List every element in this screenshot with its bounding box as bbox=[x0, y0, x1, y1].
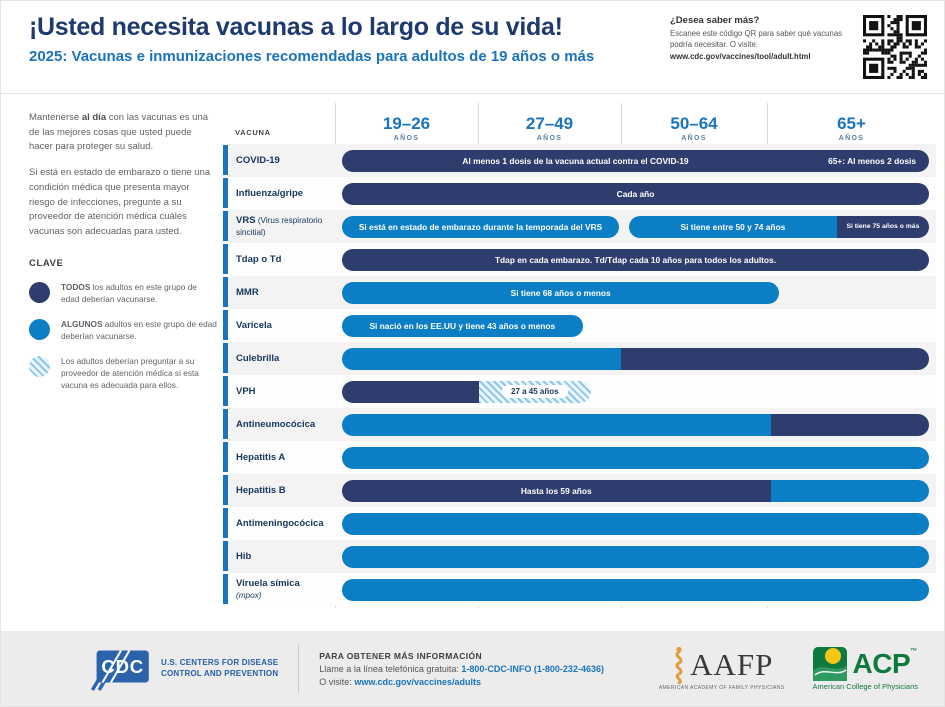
acp-wordmark: ACP™ bbox=[852, 647, 917, 679]
bar-segment-todos bbox=[342, 249, 929, 271]
vaccine-row bbox=[223, 573, 936, 606]
vaccine-label: Hib bbox=[236, 550, 252, 562]
row-accent-bar bbox=[223, 343, 228, 373]
bar-text: Si nació en los EE.UU y tiene 43 años o menos bbox=[369, 320, 556, 331]
bar-segment-algunos bbox=[629, 216, 837, 238]
bar-segment-todos bbox=[621, 348, 929, 370]
bar-area bbox=[342, 414, 929, 436]
intro-sidebar bbox=[29, 111, 217, 404]
vaccine-label: Culebrilla bbox=[236, 352, 280, 364]
bar-area bbox=[342, 183, 929, 205]
vaccine-row bbox=[223, 309, 936, 342]
vaccine-schedule-chart bbox=[223, 101, 936, 606]
bar-segment-todos bbox=[837, 216, 929, 238]
qr-code bbox=[863, 15, 927, 79]
vaccine-label: Hepatitis B bbox=[236, 484, 286, 496]
page-subtitle: 2025: Vacunas e inmunizaciones recomendadas para adultos de 19 años o más bbox=[29, 48, 595, 65]
bar-segment-todos bbox=[342, 183, 929, 205]
bar-area bbox=[342, 513, 929, 535]
footer-divider bbox=[298, 645, 299, 693]
svg-text:CDC: CDC bbox=[101, 655, 145, 677]
vaccine-label: COVID-19 bbox=[236, 154, 280, 166]
bar-area bbox=[342, 249, 929, 271]
bar-segment-algunos bbox=[342, 282, 779, 304]
bar-segment-todos bbox=[342, 381, 479, 403]
legend-title: CLAVE bbox=[29, 257, 64, 269]
row-accent-bar bbox=[223, 541, 228, 571]
footer-info-block bbox=[319, 651, 604, 687]
aafp-wordmark: AAFP bbox=[690, 647, 774, 682]
bar-segment-algunos bbox=[342, 216, 619, 238]
bar-segment-algunos bbox=[342, 513, 929, 535]
vaccine-row bbox=[223, 144, 936, 177]
row-accent-bar bbox=[223, 475, 228, 505]
legend-item-todos bbox=[29, 281, 217, 305]
bar-area bbox=[342, 216, 929, 238]
bar-area bbox=[342, 381, 929, 403]
bar-segment-todos bbox=[771, 414, 929, 436]
row-accent-bar bbox=[223, 277, 228, 307]
bar-area bbox=[342, 447, 929, 469]
vaccine-label: VRS (Virus respiratorio sincitial) bbox=[236, 215, 323, 237]
vaccine-label: Antineumocócica bbox=[236, 418, 316, 430]
age-column-19-26: 19–26 AÑOS bbox=[382, 114, 431, 142]
vaccine-row bbox=[223, 408, 936, 441]
bar-text: Si tiene 68 años o menos bbox=[510, 287, 611, 298]
bar-area bbox=[342, 150, 929, 172]
bar-text: Cada año bbox=[616, 188, 655, 199]
vaccine-rows bbox=[223, 144, 936, 606]
age-column-50-64: 50–64 AÑOS bbox=[670, 114, 718, 142]
bar-segment-algunos bbox=[342, 348, 621, 370]
bar-area bbox=[342, 480, 929, 502]
legend-item-preguntar bbox=[29, 355, 217, 391]
bar-area bbox=[342, 546, 929, 568]
vaccine-row bbox=[223, 540, 936, 573]
vaccine-row bbox=[223, 507, 936, 540]
legend-swatch-todos bbox=[29, 282, 50, 303]
cdc-logo-icon bbox=[89, 646, 153, 692]
vaccine-label: Viruela símica (mpox) bbox=[236, 578, 300, 600]
header-divider bbox=[1, 93, 944, 94]
legend-text: Los adultos deberían preguntar a su proveedor de atención médica si esta vacuna es adecuada para ellos. bbox=[61, 355, 199, 390]
bar-text: Si está en estado de embarazo durante la temporada del VRS bbox=[358, 221, 603, 232]
aafp-logo bbox=[670, 646, 773, 684]
vaccine-row bbox=[223, 243, 936, 276]
bar-segment-algunos bbox=[342, 447, 929, 469]
age-column-65plus: 65+ AÑOS bbox=[837, 114, 866, 142]
vaccine-row bbox=[223, 276, 936, 309]
bar-text: Si tiene entre 50 y 74 años bbox=[680, 221, 786, 232]
vaccine-row bbox=[223, 342, 936, 375]
vaccine-label: Influenza/gripe bbox=[236, 187, 304, 199]
row-accent-bar bbox=[223, 211, 228, 241]
acp-caption: American College of Physicians bbox=[812, 681, 918, 691]
legend-swatch-algunos bbox=[29, 319, 50, 340]
bar-area bbox=[342, 579, 929, 601]
more-info-block bbox=[670, 15, 932, 79]
age-column-27-49: 27–49 AÑOS bbox=[525, 114, 574, 142]
vaccine-label: Tdap o Td bbox=[236, 253, 282, 265]
phone-number: 1-800-CDC-INFO (1-800-232-4636) bbox=[461, 663, 604, 674]
vaccine-label-note: (Virus respiratorio sincitial) bbox=[236, 216, 323, 237]
row-accent-bar bbox=[223, 178, 228, 208]
vaccine-column-header: VACUNA bbox=[235, 128, 271, 137]
footer-visit-line: O visite: www.cdc.gov/vaccines/adults bbox=[319, 676, 482, 687]
vaccine-label: Hepatitis A bbox=[236, 451, 286, 463]
cdc-name: U.S. CENTERS FOR DISEASE CONTROL AND PREVENTION bbox=[161, 658, 279, 678]
intro-paragraph-2: Si está en estado de embarazo o tiene una condición médica que presenta mayor riesgo de infecciones, pregunte a su proveedor de atención médica cuáles vacunas son adecuadas para usted. bbox=[29, 167, 211, 238]
bar-segment-algunos bbox=[342, 579, 929, 601]
bar-text-small: Si tiene 75 años o más bbox=[846, 222, 920, 230]
cdc-logo-block bbox=[89, 646, 278, 692]
more-info-body: Escanee este código QR para saber qué vacunas podría necesitar. O visite: bbox=[670, 29, 843, 49]
more-info-url: www.cdc.gov/vaccines/tool/adult.html bbox=[670, 51, 811, 61]
legend-swatch-preguntar bbox=[29, 356, 50, 377]
row-accent-bar bbox=[223, 145, 228, 175]
age-range-pill: 27 a 45 años bbox=[502, 385, 568, 398]
bar-segment-todos bbox=[342, 150, 929, 172]
footer-info-title: PARA OBTENER MÁS INFORMACIÓN bbox=[319, 650, 483, 661]
bar-segment-algunos bbox=[342, 315, 583, 337]
bar-area bbox=[342, 282, 929, 304]
vaccine-row bbox=[223, 177, 936, 210]
row-accent-bar bbox=[223, 310, 228, 340]
acp-logo-block bbox=[813, 647, 918, 691]
bar-text: Hasta los 59 años bbox=[520, 485, 592, 496]
vaccine-row bbox=[223, 441, 936, 474]
vaccine-label: MMR bbox=[236, 286, 259, 298]
more-info-title: ¿Desea saber más? bbox=[670, 15, 760, 26]
footer-phone-line: Llame a la línea telefónica gratuita: 1-800-CDC-INFO (1-800-232-4636) bbox=[319, 663, 604, 674]
vaccine-row bbox=[223, 375, 936, 408]
bar-segment-preguntar bbox=[479, 381, 591, 403]
bar-text: Tdap en cada embarazo. Td/Tdap cada 10 años para todos los adultos. bbox=[494, 254, 777, 265]
bar-text-right: 65+: Al menos 2 dosis bbox=[828, 155, 916, 166]
row-accent-bar bbox=[223, 574, 228, 604]
row-accent-bar bbox=[223, 244, 228, 274]
row-accent-bar bbox=[223, 376, 228, 406]
bar-segment-algunos bbox=[342, 414, 771, 436]
vaccine-label: Varicela bbox=[236, 319, 272, 331]
acp-emblem-icon bbox=[813, 647, 847, 681]
bar-segment-algunos bbox=[342, 546, 929, 568]
bar-segment-algunos bbox=[771, 480, 929, 502]
row-accent-bar bbox=[223, 442, 228, 472]
footer-url: www.cdc.gov/vaccines/adults bbox=[354, 676, 482, 687]
vaccine-label-note: (mpox) bbox=[236, 590, 262, 600]
bar-segment-todos bbox=[342, 480, 771, 502]
aafp-staff-icon bbox=[670, 646, 688, 684]
intro-paragraph-1: Mantenerse al día con las vacunas es una de las mejores cosas que usted puede hacer para proteger su salud. bbox=[29, 112, 209, 153]
legend-item-algunos bbox=[29, 318, 217, 342]
row-accent-bar bbox=[223, 409, 228, 439]
more-info-text bbox=[670, 15, 854, 61]
vaccine-row bbox=[223, 210, 936, 243]
vaccine-row bbox=[223, 474, 936, 507]
row-accent-bar bbox=[223, 508, 228, 538]
aafp-caption: AMERICAN ACADEMY OF FAMILY PHYSICIANS bbox=[658, 685, 785, 691]
bar-area bbox=[342, 348, 929, 370]
vaccine-label: Antimeningocócica bbox=[236, 517, 324, 529]
column-header-row bbox=[223, 101, 936, 144]
page-title: ¡Usted necesita vacunas a lo largo de su vida! bbox=[29, 13, 563, 41]
vaccine-label: VPH bbox=[236, 385, 256, 397]
legend-text: ALGUNOS adultos en este grupo de edad deberían vacunarse. bbox=[61, 318, 217, 341]
aafp-logo-block bbox=[659, 646, 785, 691]
footer bbox=[1, 631, 944, 706]
bar-area bbox=[342, 315, 929, 337]
legend-text: TODOS los adultos en este grupo de edad deberían vacunarse. bbox=[61, 281, 197, 304]
acp-logo bbox=[813, 647, 917, 681]
bar-text: Al menos 1 dosis de la vacuna actual contra el COVID-19 bbox=[462, 155, 689, 166]
